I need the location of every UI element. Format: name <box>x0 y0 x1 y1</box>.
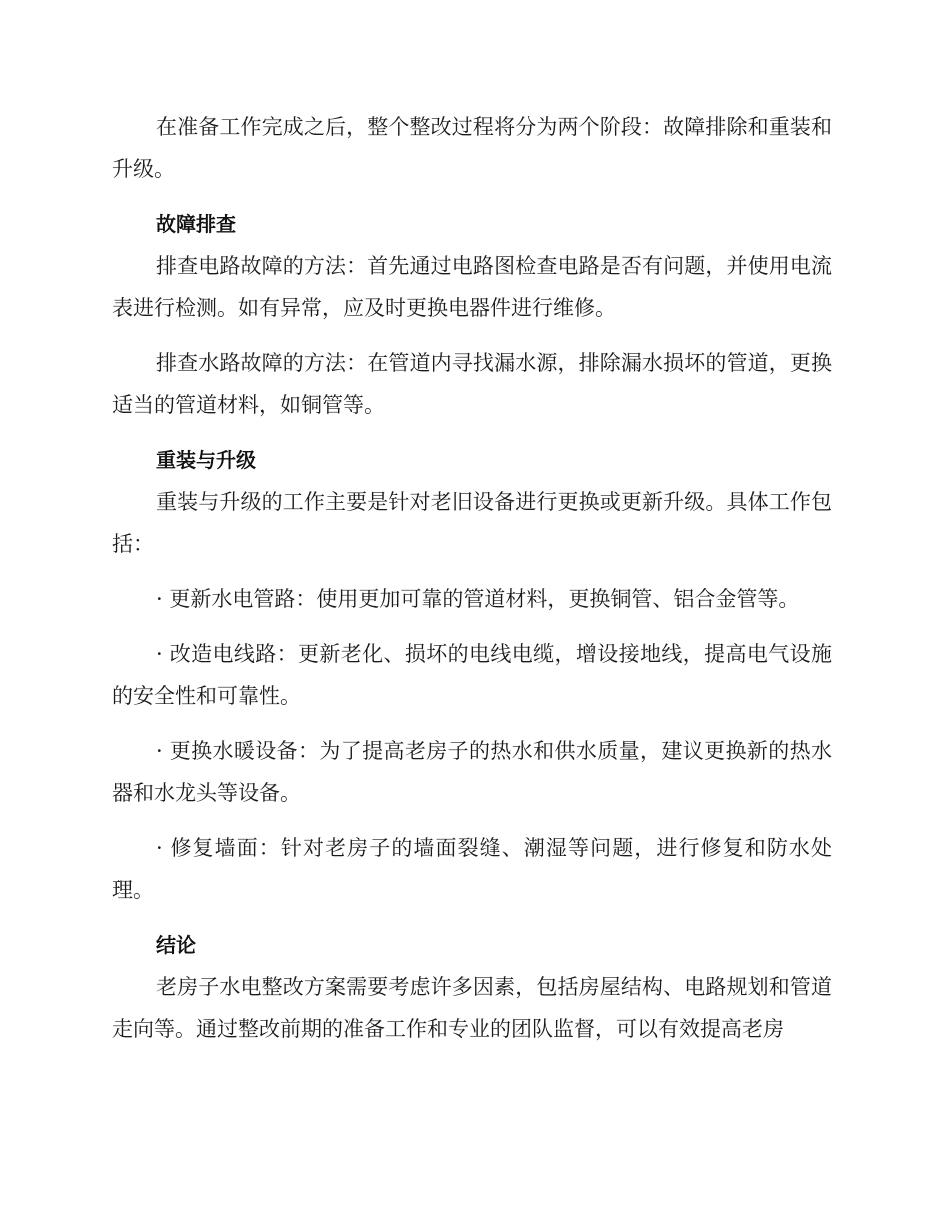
list-item: · 更新水电管路：使用更加可靠的管道材料，更换铜管、铝合金管等。 <box>156 587 800 611</box>
paragraph-conclusion: 老房子水电整改方案需要考虑许多因素，包括房屋结构、电路规划和管道走向等。通过整改前期的准备工作和专业的团队监督，可以有效提高老房 <box>112 975 832 1041</box>
section-heading-conclusion: 结论 <box>156 933 196 957</box>
list-item: · 改造电线路：更新老化、损坏的电线电缆，增设接地线，提高电气设施的安全性和可靠性。 <box>112 642 832 708</box>
section-heading-troubleshooting: 故障排查 <box>156 212 236 236</box>
paragraph-circuit-troubleshooting: 排查电路故障的方法：首先通过电路图检查电路是否有问题，并使用电流表进行检测。如有异常，应及时更换电器件进行维修。 <box>112 254 832 320</box>
paragraph-upgrade-intro: 重装与升级的工作主要是针对老旧设备进行更换或更新升级。具体工作包括： <box>112 490 832 556</box>
list-item: · 更换水暖设备：为了提高老房子的热水和供水质量，建议更换新的热水器和水龙头等设备。 <box>112 739 832 805</box>
list-item: · 修复墙面：针对老房子的墙面裂缝、潮湿等问题，进行修复和防水处理。 <box>112 836 832 902</box>
section-heading-reinstall-upgrade: 重装与升级 <box>156 448 256 472</box>
paragraph-water-troubleshooting: 排查水路故障的方法：在管道内寻找漏水源，排除漏水损坏的管道，更换适当的管道材料，如铜管等。 <box>112 351 832 417</box>
intro-paragraph: 在准备工作完成之后，整个整改过程将分为两个阶段：故障排除和重装和升级。 <box>112 115 832 181</box>
document-page <box>112 106 832 1050</box>
